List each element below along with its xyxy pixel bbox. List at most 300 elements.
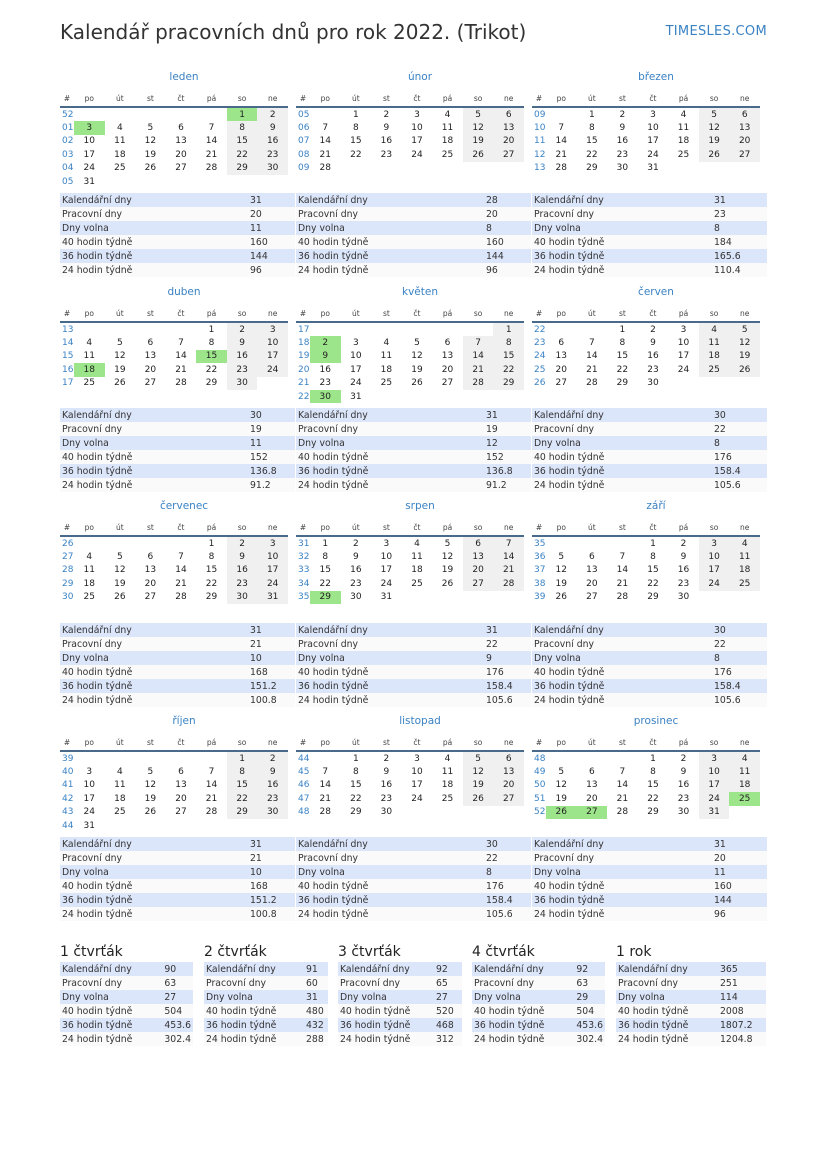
day-cell[interactable]: 8 xyxy=(208,338,215,349)
day-cell[interactable]: 22 xyxy=(227,792,258,805)
day-cell[interactable]: 27 xyxy=(175,807,187,818)
day-cell[interactable]: 20 xyxy=(175,793,187,804)
day-cell[interactable]: 17 xyxy=(350,364,362,375)
day-cell[interactable]: 3 xyxy=(650,109,656,120)
day-cell[interactable]: 25 xyxy=(380,378,393,389)
day-cell[interactable]: 17 xyxy=(257,350,288,363)
day-cell[interactable]: 16 xyxy=(227,564,258,577)
day-cell[interactable]: 15 xyxy=(493,350,524,363)
day-cell[interactable]: 17 xyxy=(699,564,730,577)
day-cell[interactable]: 27 xyxy=(493,148,524,161)
day-cell[interactable]: 24 xyxy=(699,577,730,590)
day-cell[interactable]: 23 xyxy=(227,577,258,590)
day-cell[interactable]: 27 xyxy=(493,792,524,805)
day-cell[interactable]: 22 xyxy=(647,793,659,804)
day-cell[interactable]: 1 xyxy=(227,107,258,121)
day-cell[interactable]: 10 xyxy=(83,780,95,791)
day-cell[interactable]: 21 xyxy=(175,364,187,375)
day-cell[interactable]: 9 xyxy=(680,767,687,778)
day-cell[interactable]: 6 xyxy=(493,751,524,765)
day-cell[interactable]: 14 xyxy=(205,780,218,791)
day-cell[interactable]: 2 xyxy=(383,109,390,120)
day-cell[interactable]: 19 xyxy=(114,578,126,589)
day-cell[interactable]: 5 xyxy=(147,123,154,134)
day-cell[interactable]: 3 xyxy=(257,322,288,336)
day-cell[interactable]: 30 xyxy=(350,592,362,603)
day-cell[interactable]: 16 xyxy=(350,565,362,576)
day-cell[interactable]: 23 xyxy=(380,149,393,160)
day-cell[interactable]: 17 xyxy=(411,136,423,147)
day-cell[interactable]: 2 xyxy=(257,751,288,765)
day-cell[interactable]: 20 xyxy=(175,149,187,160)
day-cell[interactable]: 14 xyxy=(319,136,331,147)
day-cell[interactable]: 13 xyxy=(144,351,157,362)
day-cell[interactable]: 12 xyxy=(144,780,157,791)
day-cell[interactable]: 12 xyxy=(144,136,157,147)
day-cell[interactable]: 16 xyxy=(257,135,288,148)
day-cell[interactable]: 22 xyxy=(350,793,362,804)
day-cell[interactable]: 2 xyxy=(227,322,258,336)
day-cell[interactable]: 16 xyxy=(677,565,690,576)
day-cell[interactable]: 15 xyxy=(616,351,629,362)
day-cell[interactable]: 10 xyxy=(699,765,730,778)
day-cell[interactable]: 31 xyxy=(699,806,730,819)
day-cell[interactable]: 5 xyxy=(147,767,154,778)
day-cell[interactable]: 2 xyxy=(619,109,626,120)
day-cell[interactable]: 10 xyxy=(380,552,393,563)
day-cell[interactable]: 26 xyxy=(144,807,157,818)
day-cell[interactable]: 28 xyxy=(175,592,187,603)
day-cell[interactable]: 22 xyxy=(616,364,629,375)
day-cell[interactable]: 14 xyxy=(175,565,187,576)
day-cell[interactable]: 26 xyxy=(729,363,760,376)
day-cell[interactable]: 26 xyxy=(114,592,126,603)
day-cell[interactable]: 2 xyxy=(680,753,687,764)
day-cell[interactable]: 22 xyxy=(493,363,524,376)
day-cell[interactable]: 25 xyxy=(441,793,454,804)
day-cell[interactable]: 6 xyxy=(444,338,451,349)
day-cell[interactable]: 10 xyxy=(411,767,423,778)
day-cell[interactable]: 21 xyxy=(616,793,629,804)
day-cell[interactable]: 16 xyxy=(380,136,393,147)
day-cell[interactable]: 7 xyxy=(322,123,329,134)
day-cell[interactable]: 25 xyxy=(729,792,760,805)
day-cell[interactable]: 18 xyxy=(411,565,423,576)
day-cell[interactable]: 10 xyxy=(647,123,659,134)
day-cell[interactable]: 14 xyxy=(586,351,598,362)
day-cell[interactable]: 27 xyxy=(441,378,454,389)
day-cell[interactable]: 3 xyxy=(414,753,420,764)
day-cell[interactable]: 14 xyxy=(493,550,524,563)
day-cell[interactable]: 24 xyxy=(647,149,659,160)
day-cell[interactable]: 30 xyxy=(257,162,288,175)
day-cell[interactable]: 20 xyxy=(463,564,494,577)
day-cell[interactable]: 9 xyxy=(383,123,390,134)
day-cell[interactable]: 18 xyxy=(729,779,760,792)
day-cell[interactable]: 31 xyxy=(83,820,95,831)
day-cell[interactable]: 2 xyxy=(257,107,288,121)
day-cell[interactable]: 20 xyxy=(555,364,567,375)
day-cell[interactable]: 4 xyxy=(86,552,93,563)
day-cell[interactable]: 13 xyxy=(441,351,454,362)
day-cell[interactable]: 22 xyxy=(350,149,362,160)
day-cell[interactable]: 23 xyxy=(319,378,331,389)
day-cell[interactable]: 4 xyxy=(116,767,123,778)
day-cell[interactable]: 24 xyxy=(350,378,362,389)
day-cell[interactable]: 28 xyxy=(319,807,331,818)
day-cell[interactable]: 21 xyxy=(319,793,331,804)
day-cell[interactable]: 21 xyxy=(586,364,598,375)
day-cell[interactable]: 26 xyxy=(546,806,577,819)
day-cell[interactable]: 8 xyxy=(619,338,626,349)
day-cell[interactable]: 20 xyxy=(586,578,598,589)
day-cell[interactable]: 9 xyxy=(650,338,656,349)
day-cell[interactable]: 24 xyxy=(83,163,95,174)
day-cell[interactable]: 24 xyxy=(83,807,95,818)
day-cell[interactable]: 1 xyxy=(588,109,595,120)
day-cell[interactable]: 18 xyxy=(729,564,760,577)
day-cell[interactable]: 8 xyxy=(352,123,359,134)
day-cell[interactable]: 11 xyxy=(114,780,126,791)
day-cell[interactable]: 21 xyxy=(205,793,218,804)
day-cell[interactable]: 29 xyxy=(205,378,218,389)
day-cell[interactable]: 5 xyxy=(729,322,760,336)
day-cell[interactable]: 10 xyxy=(350,351,362,362)
day-cell[interactable]: 9 xyxy=(310,350,341,363)
day-cell[interactable]: 8 xyxy=(352,767,359,778)
day-cell[interactable]: 14 xyxy=(616,565,629,576)
day-cell[interactable]: 22 xyxy=(647,578,659,589)
day-cell[interactable]: 10 xyxy=(83,136,95,147)
day-cell[interactable]: 19 xyxy=(463,135,494,148)
day-cell[interactable]: 21 xyxy=(555,149,567,160)
day-cell[interactable]: 18 xyxy=(74,363,105,376)
day-cell[interactable]: 18 xyxy=(83,578,95,589)
day-cell[interactable]: 26 xyxy=(441,578,454,589)
day-cell[interactable]: 8 xyxy=(650,767,656,778)
day-cell[interactable]: 16 xyxy=(227,350,258,363)
day-cell[interactable]: 15 xyxy=(350,780,362,791)
day-cell[interactable]: 28 xyxy=(586,378,598,389)
day-cell[interactable]: 4 xyxy=(444,753,451,764)
day-cell[interactable]: 7 xyxy=(178,338,184,349)
day-cell[interactable]: 9 xyxy=(257,765,288,778)
day-cell[interactable]: 9 xyxy=(227,550,258,563)
day-cell[interactable]: 9 xyxy=(383,767,390,778)
day-cell[interactable]: 13 xyxy=(493,121,524,134)
day-cell[interactable]: 1 xyxy=(650,538,656,549)
day-cell[interactable]: 11 xyxy=(83,351,95,362)
day-cell[interactable]: 31 xyxy=(257,591,288,604)
day-cell[interactable]: 28 xyxy=(205,163,218,174)
day-cell[interactable]: 30 xyxy=(647,378,659,389)
day-cell[interactable]: 25 xyxy=(83,378,95,389)
day-cell[interactable]: 3 xyxy=(680,324,687,335)
day-cell[interactable]: 18 xyxy=(677,136,690,147)
day-cell[interactable]: 9 xyxy=(680,552,687,563)
day-cell[interactable]: 7 xyxy=(208,123,215,134)
day-cell[interactable]: 28 xyxy=(175,378,187,389)
day-cell[interactable]: 29 xyxy=(205,592,218,603)
day-cell[interactable]: 5 xyxy=(463,107,494,121)
day-cell[interactable]: 20 xyxy=(144,578,157,589)
day-cell[interactable]: 29 xyxy=(310,591,341,604)
day-cell[interactable]: 22 xyxy=(205,364,218,375)
day-cell[interactable]: 17 xyxy=(647,136,659,147)
day-cell[interactable]: 13 xyxy=(555,351,567,362)
day-cell[interactable]: 12 xyxy=(729,336,760,349)
day-cell[interactable]: 15 xyxy=(205,565,218,576)
day-cell[interactable]: 16 xyxy=(616,136,629,147)
day-cell[interactable]: 19 xyxy=(463,779,494,792)
day-cell[interactable]: 23 xyxy=(380,793,393,804)
day-cell[interactable]: 20 xyxy=(493,135,524,148)
day-cell[interactable]: 17 xyxy=(257,564,288,577)
day-cell[interactable]: 18 xyxy=(441,780,454,791)
day-cell[interactable]: 27 xyxy=(729,148,760,161)
day-cell[interactable]: 4 xyxy=(86,338,93,349)
day-cell[interactable]: 13 xyxy=(463,550,494,563)
day-cell[interactable]: 17 xyxy=(83,793,95,804)
day-cell[interactable]: 13 xyxy=(586,565,598,576)
day-cell[interactable]: 13 xyxy=(175,780,187,791)
day-cell[interactable]: 12 xyxy=(555,780,567,791)
day-cell[interactable]: 7 xyxy=(208,767,215,778)
day-cell[interactable]: 11 xyxy=(729,765,760,778)
day-cell[interactable]: 1 xyxy=(352,753,359,764)
day-cell[interactable]: 25 xyxy=(114,807,126,818)
day-cell[interactable]: 24 xyxy=(699,792,730,805)
day-cell[interactable]: 30 xyxy=(257,806,288,819)
day-cell[interactable]: 1 xyxy=(208,538,215,549)
day-cell[interactable]: 1 xyxy=(227,751,258,765)
day-cell[interactable]: 6 xyxy=(463,536,494,550)
day-cell[interactable]: 25 xyxy=(729,577,760,590)
day-cell[interactable]: 5 xyxy=(116,338,123,349)
day-cell[interactable]: 25 xyxy=(441,149,454,160)
day-cell[interactable]: 24 xyxy=(411,149,423,160)
day-cell[interactable]: 20 xyxy=(729,135,760,148)
day-cell[interactable]: 19 xyxy=(555,578,567,589)
day-cell[interactable]: 25 xyxy=(83,592,95,603)
day-cell[interactable]: 11 xyxy=(441,767,454,778)
day-cell[interactable]: 15 xyxy=(647,780,659,791)
day-cell[interactable]: 26 xyxy=(463,792,494,805)
day-cell[interactable]: 7 xyxy=(463,336,494,349)
day-cell[interactable]: 16 xyxy=(257,779,288,792)
day-cell[interactable]: 13 xyxy=(729,121,760,134)
day-cell[interactable]: 24 xyxy=(411,793,423,804)
day-cell[interactable]: 29 xyxy=(647,807,659,818)
day-cell[interactable]: 2 xyxy=(352,538,359,549)
day-cell[interactable]: 20 xyxy=(586,793,598,804)
day-cell[interactable]: 31 xyxy=(647,163,659,174)
day-cell[interactable]: 28 xyxy=(463,377,494,390)
day-cell[interactable]: 27 xyxy=(555,378,567,389)
day-cell[interactable]: 21 xyxy=(205,149,218,160)
day-cell[interactable]: 17 xyxy=(83,149,95,160)
day-cell[interactable]: 27 xyxy=(175,163,187,174)
day-cell[interactable]: 2 xyxy=(310,336,341,349)
day-cell[interactable]: 8 xyxy=(208,552,215,563)
day-cell[interactable]: 1 xyxy=(322,538,329,549)
day-cell[interactable]: 2 xyxy=(650,324,656,335)
day-cell[interactable]: 29 xyxy=(227,162,258,175)
day-cell[interactable]: 7 xyxy=(619,552,626,563)
day-cell[interactable]: 15 xyxy=(586,136,598,147)
day-cell[interactable]: 18 xyxy=(699,350,730,363)
day-cell[interactable]: 9 xyxy=(619,123,626,134)
day-cell[interactable]: 31 xyxy=(380,592,393,603)
day-cell[interactable]: 7 xyxy=(178,552,184,563)
day-cell[interactable]: 28 xyxy=(616,807,629,818)
day-cell[interactable]: 30 xyxy=(310,390,341,403)
day-cell[interactable]: 27 xyxy=(463,577,494,590)
day-cell[interactable]: 4 xyxy=(680,109,687,120)
day-cell[interactable]: 30 xyxy=(677,592,690,603)
day-cell[interactable]: 19 xyxy=(144,149,157,160)
day-cell[interactable]: 8 xyxy=(322,552,329,563)
day-cell[interactable]: 9 xyxy=(257,121,288,134)
day-cell[interactable]: 15 xyxy=(350,136,362,147)
day-cell[interactable]: 30 xyxy=(677,807,690,818)
day-cell[interactable]: 23 xyxy=(616,149,629,160)
day-cell[interactable]: 27 xyxy=(577,806,608,819)
day-cell[interactable]: 19 xyxy=(114,364,126,375)
day-cell[interactable]: 15 xyxy=(196,350,227,363)
day-cell[interactable]: 8 xyxy=(227,121,258,134)
day-cell[interactable]: 6 xyxy=(588,552,595,563)
day-cell[interactable]: 3 xyxy=(352,338,359,349)
day-cell[interactable]: 23 xyxy=(677,578,690,589)
day-cell[interactable]: 29 xyxy=(493,377,524,390)
day-cell[interactable]: 30 xyxy=(227,591,258,604)
day-cell[interactable]: 10 xyxy=(257,550,288,563)
day-cell[interactable]: 28 xyxy=(205,807,218,818)
day-cell[interactable]: 21 xyxy=(493,564,524,577)
day-cell[interactable]: 2 xyxy=(227,536,258,550)
day-cell[interactable]: 11 xyxy=(699,336,730,349)
day-cell[interactable]: 3 xyxy=(699,536,730,550)
day-cell[interactable]: 12 xyxy=(463,121,494,134)
day-cell[interactable]: 29 xyxy=(647,592,659,603)
day-cell[interactable]: 10 xyxy=(257,336,288,349)
day-cell[interactable]: 18 xyxy=(380,364,393,375)
day-cell[interactable]: 13 xyxy=(144,565,157,576)
day-cell[interactable]: 12 xyxy=(441,552,454,563)
day-cell[interactable]: 26 xyxy=(411,378,423,389)
day-cell[interactable]: 1 xyxy=(619,324,626,335)
day-cell[interactable]: 27 xyxy=(144,592,157,603)
day-cell[interactable]: 9 xyxy=(227,336,258,349)
day-cell[interactable]: 12 xyxy=(699,121,730,134)
day-cell[interactable]: 3 xyxy=(74,121,105,134)
day-cell[interactable]: 4 xyxy=(383,338,390,349)
day-cell[interactable]: 26 xyxy=(699,148,730,161)
day-cell[interactable]: 21 xyxy=(616,578,629,589)
day-cell[interactable]: 24 xyxy=(380,578,393,589)
day-cell[interactable]: 7 xyxy=(588,338,595,349)
day-cell[interactable]: 25 xyxy=(114,163,126,174)
day-cell[interactable]: 23 xyxy=(257,148,288,161)
day-cell[interactable]: 4 xyxy=(444,109,451,120)
day-cell[interactable]: 6 xyxy=(493,107,524,121)
day-cell[interactable]: 26 xyxy=(144,163,157,174)
day-cell[interactable]: 2 xyxy=(680,538,687,549)
day-cell[interactable]: 7 xyxy=(322,767,329,778)
day-cell[interactable]: 21 xyxy=(175,578,187,589)
day-cell[interactable]: 13 xyxy=(493,765,524,778)
day-cell[interactable]: 24 xyxy=(677,364,690,375)
day-cell[interactable]: 27 xyxy=(144,378,157,389)
day-cell[interactable]: 6 xyxy=(147,552,154,563)
day-cell[interactable]: 5 xyxy=(116,552,123,563)
day-cell[interactable]: 25 xyxy=(411,578,423,589)
day-cell[interactable]: 22 xyxy=(205,578,218,589)
day-cell[interactable]: 5 xyxy=(558,767,565,778)
day-cell[interactable]: 20 xyxy=(144,364,157,375)
day-cell[interactable]: 10 xyxy=(411,123,423,134)
day-cell[interactable]: 18 xyxy=(114,149,126,160)
day-cell[interactable]: 16 xyxy=(319,364,331,375)
day-cell[interactable]: 15 xyxy=(227,135,258,148)
day-cell[interactable]: 1 xyxy=(493,322,524,336)
day-cell[interactable]: 1 xyxy=(208,324,215,335)
day-cell[interactable]: 16 xyxy=(380,780,393,791)
day-cell[interactable]: 5 xyxy=(558,552,565,563)
day-cell[interactable]: 17 xyxy=(411,780,423,791)
day-cell[interactable]: 19 xyxy=(555,793,567,804)
day-cell[interactable]: 24 xyxy=(257,363,288,376)
day-cell[interactable]: 2 xyxy=(383,753,390,764)
day-cell[interactable]: 19 xyxy=(144,793,157,804)
day-cell[interactable]: 3 xyxy=(383,538,390,549)
day-cell[interactable]: 27 xyxy=(586,592,598,603)
day-cell[interactable]: 21 xyxy=(463,363,494,376)
day-cell[interactable]: 14 xyxy=(175,351,187,362)
day-cell[interactable]: 26 xyxy=(114,378,126,389)
day-cell[interactable]: 11 xyxy=(411,552,423,563)
day-cell[interactable]: 29 xyxy=(227,806,258,819)
day-cell[interactable]: 6 xyxy=(147,338,154,349)
day-cell[interactable]: 26 xyxy=(555,592,567,603)
day-cell[interactable]: 3 xyxy=(257,536,288,550)
day-cell[interactable]: 11 xyxy=(380,351,393,362)
day-cell[interactable]: 28 xyxy=(616,592,629,603)
day-cell[interactable]: 20 xyxy=(493,779,524,792)
day-cell[interactable]: 21 xyxy=(319,149,331,160)
day-cell[interactable]: 14 xyxy=(319,780,331,791)
day-cell[interactable]: 5 xyxy=(444,538,451,549)
day-cell[interactable]: 17 xyxy=(677,351,690,362)
day-cell[interactable]: 12 xyxy=(463,765,494,778)
day-cell[interactable]: 6 xyxy=(178,123,184,134)
day-cell[interactable]: 7 xyxy=(493,536,524,550)
day-cell[interactable]: 11 xyxy=(729,550,760,563)
day-cell[interactable]: 28 xyxy=(493,577,524,590)
day-cell[interactable]: 11 xyxy=(677,123,690,134)
day-cell[interactable]: 13 xyxy=(175,136,187,147)
day-cell[interactable]: 29 xyxy=(350,807,362,818)
day-cell[interactable]: 12 xyxy=(411,351,423,362)
day-cell[interactable]: 6 xyxy=(558,338,565,349)
day-cell[interactable]: 23 xyxy=(227,363,258,376)
day-cell[interactable]: 30 xyxy=(380,807,393,818)
day-cell[interactable]: 31 xyxy=(83,176,95,187)
day-cell[interactable]: 28 xyxy=(555,163,567,174)
day-cell[interactable]: 8 xyxy=(650,552,656,563)
day-cell[interactable]: 28 xyxy=(319,163,331,174)
